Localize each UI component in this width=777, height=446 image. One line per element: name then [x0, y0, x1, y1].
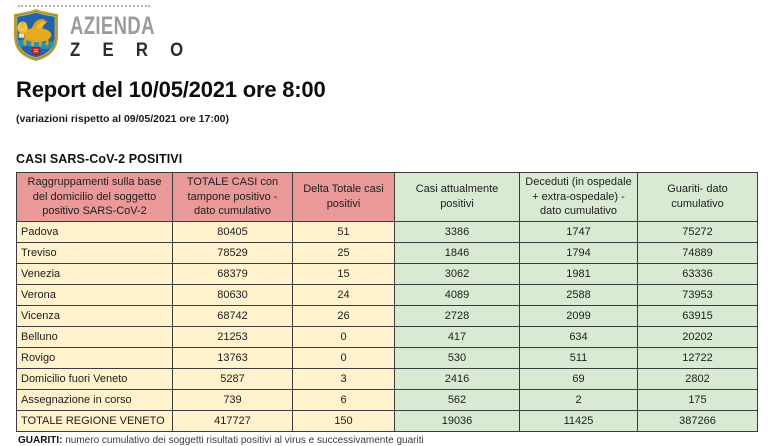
report-title: Report del 10/05/2021 ore 8:00 — [16, 77, 326, 102]
section-title: CASI SARS-CoV-2 POSITIVI — [16, 152, 183, 166]
deceduti-cell: 511 — [520, 348, 638, 369]
table-row — [17, 327, 758, 348]
row-label-cell: TOTALE REGIONE VENETO — [17, 411, 173, 432]
guariti-cell: 63336 — [638, 264, 758, 285]
totale-casi-cell: 68379 — [173, 264, 293, 285]
guariti-cell: 75272 — [638, 222, 758, 243]
row-label-cell: Assegnazione in corso — [17, 390, 173, 411]
totale-casi-cell: 739 — [173, 390, 293, 411]
table-total-row — [17, 411, 758, 432]
totale-casi-cell: 21253 — [173, 327, 293, 348]
guariti-cell: 63915 — [638, 306, 758, 327]
table-body — [17, 222, 758, 432]
table-row — [17, 369, 758, 390]
deceduti-cell: 2 — [520, 390, 638, 411]
delta-casi-cell: 51 — [293, 222, 395, 243]
delta-casi-cell: 150 — [293, 411, 395, 432]
deceduti-cell: 11425 — [520, 411, 638, 432]
report-subtitle: (variazioni rispetto al 09/05/2021 ore 17:00) — [16, 113, 230, 125]
attualmente-positivi-cell: 19036 — [395, 411, 520, 432]
delta-casi-cell: 0 — [293, 327, 395, 348]
table-row — [17, 243, 758, 264]
table-row — [17, 306, 758, 327]
row-label-cell: Treviso — [17, 243, 173, 264]
totale-casi-cell: 80405 — [173, 222, 293, 243]
delta-casi-cell: 25 — [293, 243, 395, 264]
row-label-cell: Verona — [17, 285, 173, 306]
azienda-zero-logo — [12, 9, 777, 63]
attualmente-positivi-cell: 562 — [395, 390, 520, 411]
attualmente-positivi-cell: 3386 — [395, 222, 520, 243]
guariti-cell: 73953 — [638, 285, 758, 306]
table-row — [17, 390, 758, 411]
attualmente-positivi-cell: 3062 — [395, 264, 520, 285]
row-label-cell: Venezia — [17, 264, 173, 285]
column-header: Delta Totale casi positivi — [293, 173, 395, 222]
totale-casi-cell: 5287 — [173, 369, 293, 390]
delta-casi-cell: 15 — [293, 264, 395, 285]
table-row — [17, 348, 758, 369]
delta-casi-cell: 0 — [293, 348, 395, 369]
column-header: Guariti- dato cumulativo — [638, 173, 758, 222]
delta-casi-cell: 6 — [293, 390, 395, 411]
guariti-cell: 2802 — [638, 369, 758, 390]
deceduti-cell: 2099 — [520, 306, 638, 327]
table-row — [17, 264, 758, 285]
totale-casi-cell: 78529 — [173, 243, 293, 264]
totale-casi-cell: 80630 — [173, 285, 293, 306]
guariti-cell: 20202 — [638, 327, 758, 348]
covid-cases-table — [16, 172, 758, 432]
attualmente-positivi-cell: 4089 — [395, 285, 520, 306]
footnote-text: numero cumulativo dei soggetti risultati positivi al virus e successivamente guariti — [62, 435, 424, 446]
attualmente-positivi-cell: 530 — [395, 348, 520, 369]
guariti-cell: 387266 — [638, 411, 758, 432]
attualmente-positivi-cell: 1846 — [395, 243, 520, 264]
guariti-cell: 12722 — [638, 348, 758, 369]
column-header: TOTALE CASI con tampone positivo -dato cumulativo — [173, 173, 293, 222]
guariti-cell: 74889 — [638, 243, 758, 264]
attualmente-positivi-cell: 417 — [395, 327, 520, 348]
logo-text-azienda: AZIENDA — [70, 12, 155, 40]
footnote — [18, 435, 777, 446]
row-label-cell: Vicenza — [17, 306, 173, 327]
delta-casi-cell: 3 — [293, 369, 395, 390]
dotted-divider — [18, 5, 150, 7]
row-label-cell: Domicilio fuori Veneto — [17, 369, 173, 390]
totale-casi-cell: 13763 — [173, 348, 293, 369]
column-header: Raggruppamenti sulla base del domicilio del soggetto positivo SARS-CoV-2 — [17, 173, 173, 222]
attualmente-positivi-cell: 2728 — [395, 306, 520, 327]
logo-wordmark — [70, 14, 209, 62]
deceduti-cell: 634 — [520, 327, 638, 348]
deceduti-cell: 1747 — [520, 222, 638, 243]
deceduti-cell: 1981 — [520, 264, 638, 285]
attualmente-positivi-cell: 2416 — [395, 369, 520, 390]
column-header: Deceduti (in ospedale + extra-ospedale) -dato cumulativo — [520, 173, 638, 222]
delta-casi-cell: 26 — [293, 306, 395, 327]
row-label-cell: Rovigo — [17, 348, 173, 369]
totale-casi-cell: 417727 — [173, 411, 293, 432]
totale-casi-cell: 68742 — [173, 306, 293, 327]
row-label-cell: Padova — [17, 222, 173, 243]
table-row — [17, 222, 758, 243]
delta-casi-cell: 24 — [293, 285, 395, 306]
guariti-cell: 175 — [638, 390, 758, 411]
column-header: Casi attualmente positivi — [395, 173, 520, 222]
row-label-cell: Belluno — [17, 327, 173, 348]
footnote-lead: GUARITI: — [18, 435, 63, 446]
logo-text-zero: Z E R O — [70, 40, 192, 61]
veneto-lion-crest-icon — [12, 9, 60, 61]
deceduti-cell: 69 — [520, 369, 638, 390]
report-page — [0, 5, 777, 446]
table-row — [17, 285, 758, 306]
deceduti-cell: 2588 — [520, 285, 638, 306]
deceduti-cell: 1794 — [520, 243, 638, 264]
table-header-row — [17, 173, 758, 222]
